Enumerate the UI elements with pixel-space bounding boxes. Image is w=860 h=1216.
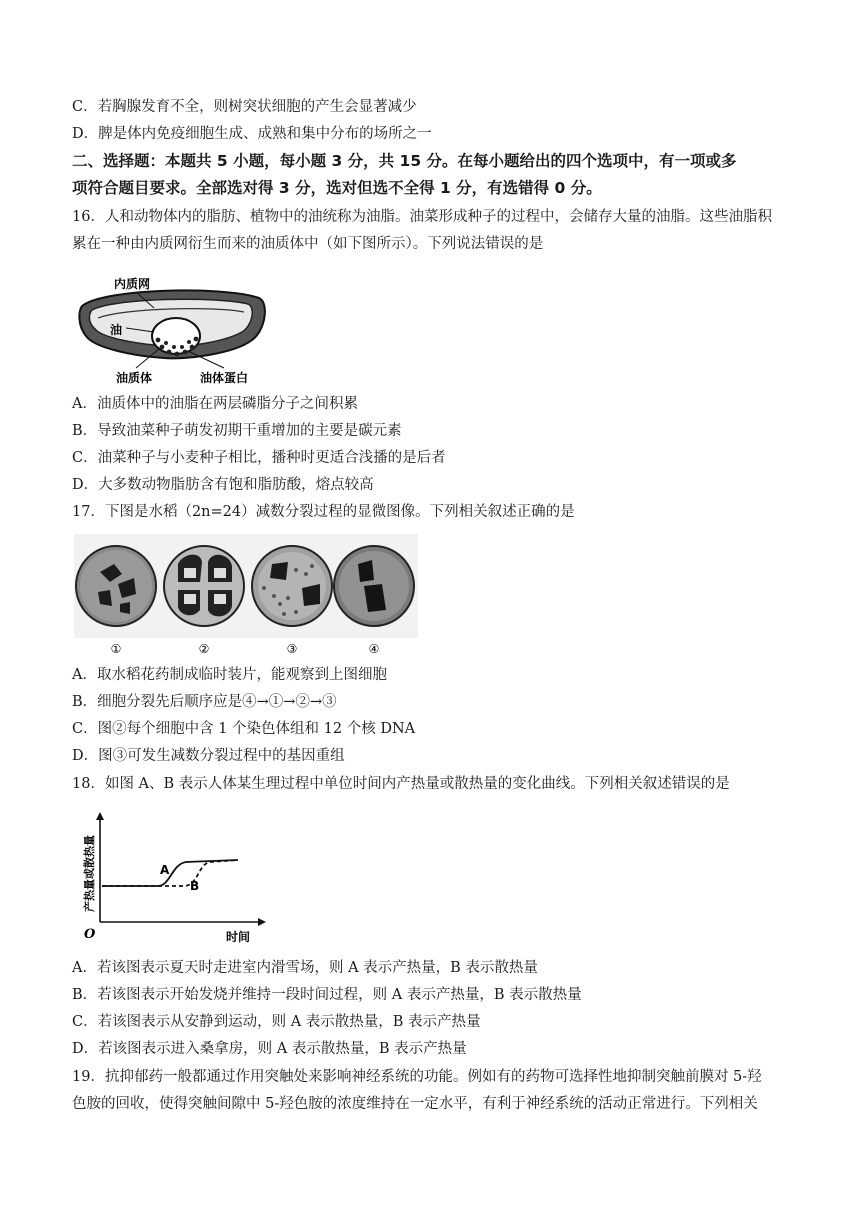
axis-origin: O [84, 927, 96, 942]
micrograph-1 [76, 546, 156, 626]
section-heading-line1: 二、选择题：本题共 5 小题，每小题 3 分，共 15 分。在每小题给出的四个选项中，有一项或多 [72, 152, 737, 170]
micrograph-3 [252, 546, 332, 626]
y-axis-label: 产热量或散热量 [83, 835, 96, 912]
option-18b: B．若该图表示开始发烧并维持一段时间过程，则 A 表示产热量，B 表示散热量 [72, 987, 582, 1003]
option-16b: B．导致油菜种子萌发初期干重增加的主要是碳元素 [72, 423, 402, 439]
label-endoplasmic-reticulum: 内质网 [114, 277, 151, 291]
micrograph-label-1: ① [110, 642, 122, 656]
question-18-stem: 18．如图 A、B 表示人体某生理过程中单位时间内产热量或散热量的变化曲线。下列相关叙述错误的是 [72, 776, 730, 792]
heat-curve-figure [80, 810, 270, 944]
micrograph-label-2: ② [198, 642, 210, 656]
micrograph-4 [334, 546, 414, 626]
question-19-stem-line1: 19．抗抑郁药一般都通过作用突触处来影响神经系统的功能。例如有的药物可选择性地抑制突触前膜对 5-羟 [72, 1069, 762, 1085]
option-16d: D．大多数动物脂肪含有饱和脂肪酸，熔点较高 [72, 477, 374, 493]
question-17-stem: 17．下图是水稻（2n=24）减数分裂过程的显微图像。下列相关叙述正确的是 [72, 504, 575, 520]
option-16c: C．油菜种子与小麦种子相比，播种时更适合浅播的是后者 [72, 450, 446, 466]
option-17c: C．图②每个细胞中含 1 个染色体组和 12 个核 DNA [72, 721, 416, 737]
option-18d: D．若该图表示进入桑拿房，则 A 表示散热量，B 表示产热量 [72, 1041, 467, 1057]
x-axis-label: 时间 [226, 930, 251, 944]
micrograph-label-3: ③ [286, 642, 298, 656]
curve-label-b: B [190, 879, 200, 893]
option-17a: A．取水稻花药制成临时装片，能观察到上图细胞 [72, 667, 387, 683]
label-oil: 油 [110, 323, 123, 337]
micrograph-2 [164, 546, 244, 626]
question-19-stem-line2: 色胺的回收，使得突触间隙中 5-羟色胺的浓度维持在一定水平，有利于神经系统的活动正常进行。下列相关 [72, 1096, 758, 1112]
question-16-stem-line1: 16．人和动物体内的脂肪、植物中的油统称为油脂。油菜形成种子的过程中，会储存大量的油脂。这些油脂积 [72, 209, 772, 225]
oil-body-figure [74, 268, 274, 388]
label-oil-body-protein: 油体蛋白 [200, 371, 249, 385]
option-15d: D．脾是体内免疫细胞生成、成熟和集中分布的场所之一 [72, 126, 432, 142]
option-18a: A．若该图表示夏天时走进室内滑雪场，则 A 表示产热量，B 表示散热量 [72, 960, 538, 976]
meiosis-micrographs [74, 534, 418, 658]
option-15c: C．若胸腺发育不全，则树突状细胞的产生会显著减少 [72, 99, 417, 115]
option-17b: B．细胞分裂先后顺序应是④→①→②→③ [72, 694, 337, 710]
curve-label-a: A [160, 863, 170, 877]
option-18c: C．若该图表示从安静到运动，则 A 表示散热量，B 表示产热量 [72, 1014, 481, 1030]
option-16a: A．油质体中的油脂在两层磷脂分子之间积累 [72, 396, 358, 412]
section-heading-line2: 项符合题目要求。全部选对得 3 分，选对但选不全得 1 分，有选错得 0 分。 [72, 179, 602, 197]
micrograph-label-4: ④ [368, 642, 380, 656]
question-16-stem-line2: 累在一种由内质网衍生而来的油质体中（如下图所示）。下列说法错误的是 [72, 236, 544, 252]
option-17d: D．图③可发生减数分裂过程中的基因重组 [72, 748, 345, 764]
label-oil-body: 油质体 [116, 371, 153, 385]
